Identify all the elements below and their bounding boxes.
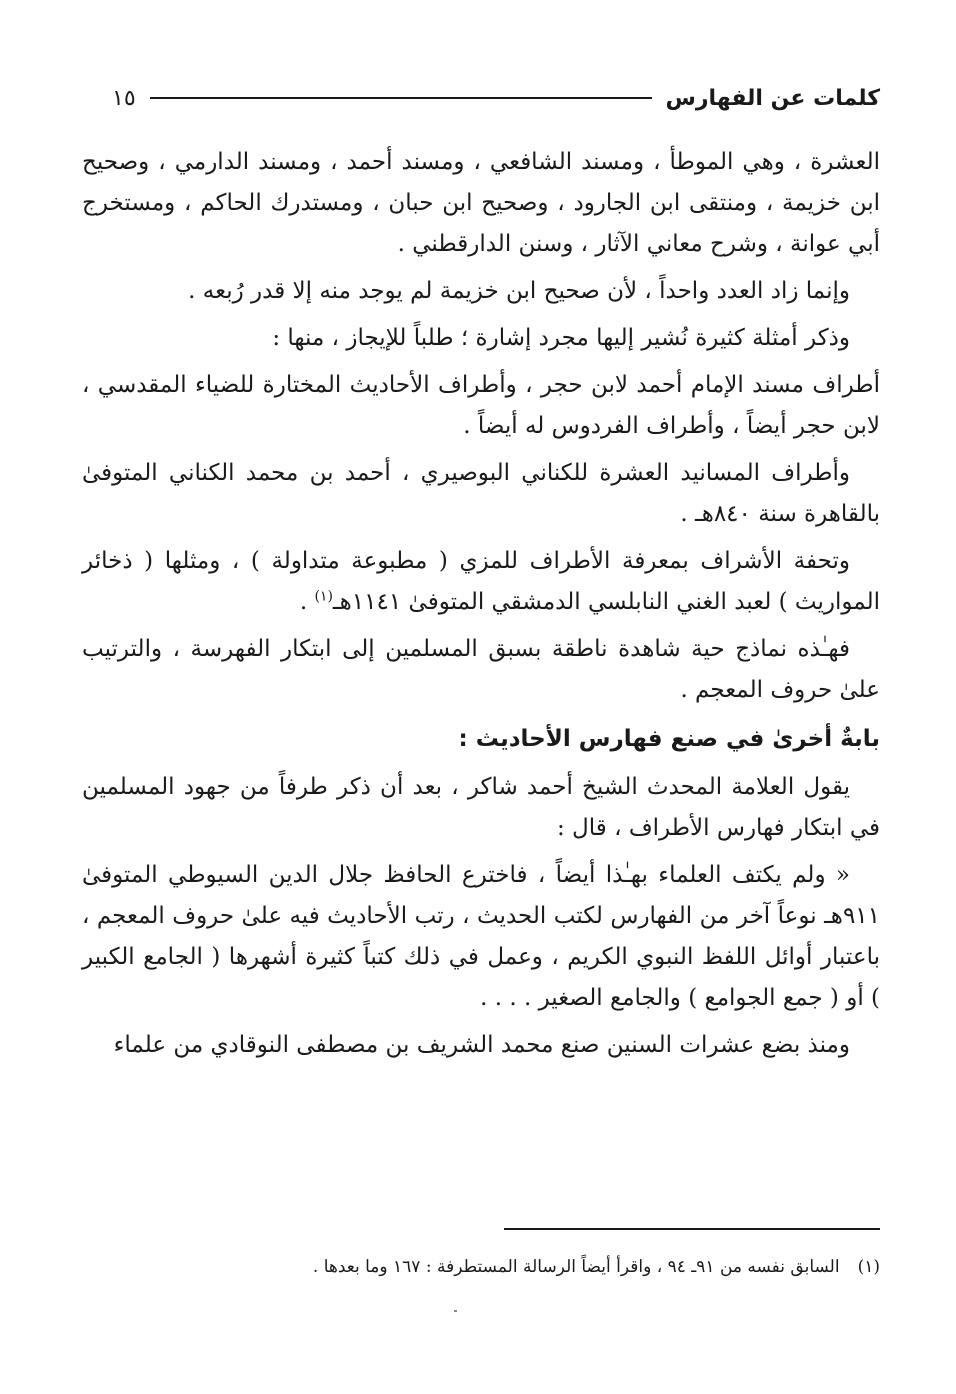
paragraph-6-end: .	[299, 589, 315, 615]
paragraph-7: فهـٰذه نماذج حية شاهدة ناطقة بسبق المسلمين إلى ابتكار الفهرسة ، والترتيب علىٰ حروف المعجم .	[82, 636, 880, 703]
footnote-mark: (١)	[857, 1257, 880, 1277]
header-rule	[150, 97, 652, 99]
paragraph-8: يقول العلامة المحدث الشيخ أحمد شاكر ، بعد أن ذكر طرفاً من جهود المسلمين في ابتكار فهارس الأطراف ، قال :	[82, 774, 880, 841]
paragraph-6	[82, 541, 880, 623]
footnote-text: السابق نفسه من ٩١ـ ٩٤ ، واقرأ أيضاً الرسالة المستطرفة : ١٦٧ وما بعدها .	[312, 1257, 840, 1277]
section-heading: بابةٌ أخرىٰ في صنع فهارس الأحاديث :	[458, 726, 880, 752]
paragraph-5: وأطراف المسانيد العشرة للكناني البوصيري ، أحمد بن محمد الكناني المتوفىٰ بالقاهرة سنة ٨٤٠هـ .	[82, 460, 880, 527]
paragraph-10: ومنذ بضع عشرات السنين صنع محمد الشريف بن مصطفى النوقادي من علماء	[113, 1032, 850, 1058]
footnote-separator	[504, 1228, 880, 1230]
paragraph-4: أطراف مسند الإمام أحمد لابن حجر ، وأطراف الأحاديث المختارة للضياء المقدسي ، لابن حجر أيضاً ، وأطراف الفردوس له أيضاً .	[82, 372, 880, 439]
scan-speck	[454, 1310, 457, 1312]
paragraph-9-quote: « ولم يكتف العلماء بهـٰذا أيضاً ، فاخترع الحافظ جلال الدين السيوطي المتوفىٰ ٩١١هـ نوعاً آخر من الفهارس لكتب الحديث ، رتب الأحاديث فيه علىٰ حروف المعجم ، باعتبار أوائل اللفظ النبوي الكريم ، وعمل في ذلك كتباً كثيرة أشهرها ( الجامع الكبير ) أو ( جمع الجوامع ) والجامع الصغير . . . .	[82, 862, 880, 1011]
running-title: كلمات عن الفهارس	[665, 85, 880, 111]
footnote	[180, 1252, 880, 1282]
paragraph-2: وإنما زاد العدد واحداً ، لأن صحيح ابن خزيمة لم يوجد منه إلا قدر رُبعه .	[188, 278, 850, 304]
paragraph-1: العشرة ، وهي الموطأ ، ومسند الشافعي ، ومسند أحمد ، ومسند الدارمي ، وصحيح ابن خزيمة ، ومنتقى ابن الجارود ، وصحيح ابن حبان ، ومستدرك الحاكم ، ومستخرج أبي عوانة ، وشرح معاني الآثار ، وسنن الدارقطني .	[82, 149, 880, 257]
paragraph-6-text: وتحفة الأشراف بمعرفة الأطراف للمزي ( مطبوعة متداولة ) ، ومثلها ( ذخائر المواريث ) لعبد الغني النابلسي الدمشقي المتوفىٰ ١١٤١هـ	[82, 548, 880, 615]
running-header	[112, 78, 880, 118]
footnote-reference[interactable]: (١)	[314, 588, 333, 605]
page-number: ١٥	[112, 85, 136, 111]
paragraph-3: وذكر أمثلة كثيرة نُشير إليها مجرد إشارة ؛ طلباً للإيجاز ، منها :	[272, 325, 850, 351]
main-text	[82, 142, 880, 1072]
